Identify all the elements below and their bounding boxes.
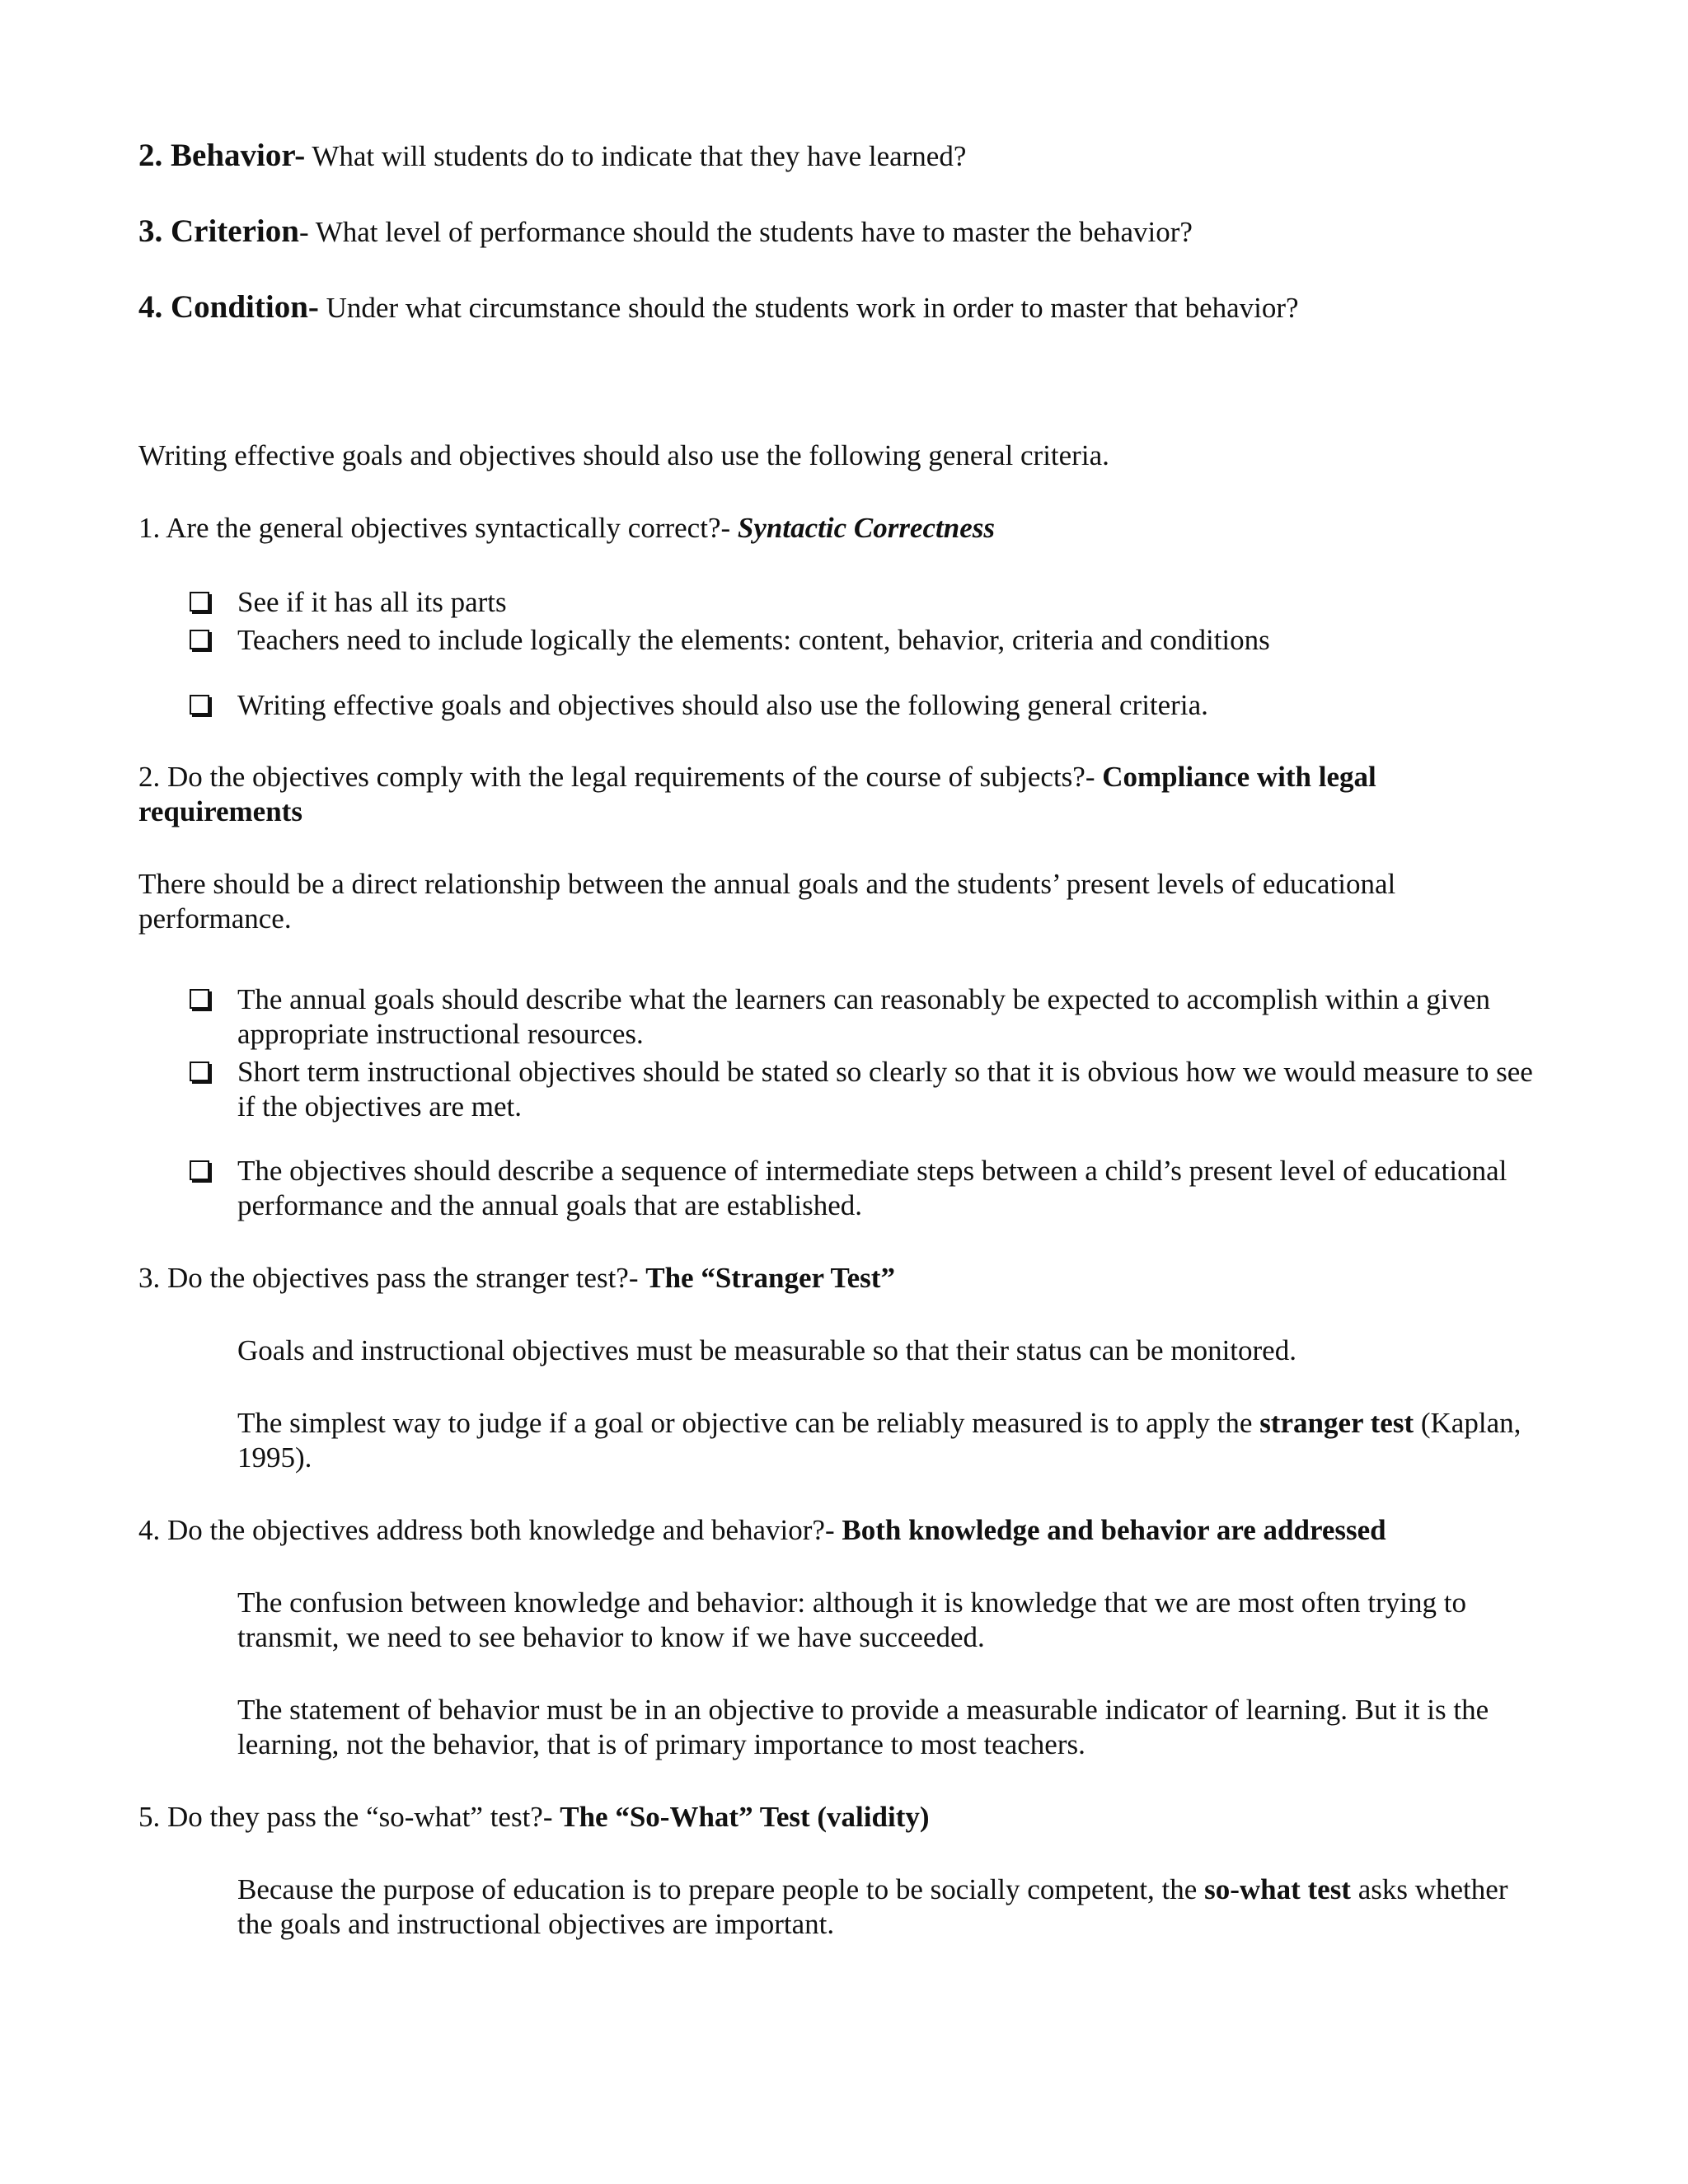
- criterion-question: 4. Do the objectives address both knowledge and behavior?-: [138, 1514, 842, 1546]
- checkbox-bullet-icon: [190, 1160, 209, 1180]
- criterion-4-paragraph-1: The confusion between knowledge and behavior: although it is knowledge that we are most often trying to transmit, we need to see behavior to know if we have succeeded.: [237, 1586, 1467, 1653]
- bullet-item: See if it has all its parts: [237, 586, 507, 618]
- criterion-2-heading: [138, 760, 1540, 829]
- criterion-4-heading: [138, 1513, 1386, 1548]
- bullet-item: Teachers need to include logically the elements: content, behavior, criteria and conditions: [237, 624, 1270, 656]
- criterion-question: 3. Do the objectives pass the stranger test?-: [138, 1262, 646, 1294]
- part-text: - What level of performance should the students have to master the behavior?: [298, 216, 1193, 248]
- checkbox-bullet-icon: [190, 630, 209, 649]
- criterion-3-paragraph-1: Goals and instructional objectives must be measurable so that their status can be monitored.: [237, 1334, 1296, 1366]
- checkbox-bullet-icon: [190, 989, 209, 1009]
- part-label: 3. Criterion: [138, 213, 299, 249]
- checkbox-bullet-icon: [190, 695, 209, 715]
- criterion-5-heading: [138, 1800, 930, 1835]
- paragraph-text: (Kaplan, 1995).: [237, 1407, 1522, 1474]
- intro-paragraph: Writing effective goals and objectives should also use the following general criteria.: [138, 439, 1109, 471]
- part-condition: [138, 290, 1299, 326]
- criterion-title: Syntactic Correctness: [737, 512, 995, 544]
- part-criterion: [138, 214, 1193, 250]
- criterion-4-paragraph-2: The statement of behavior must be in an objective to provide a measurable indicator of learning. But it is the learning, not the behavior, that is of primary importance to most teachers.: [237, 1694, 1489, 1760]
- paragraph-text: The simplest way to judge if a goal or objective can be reliably measured is to apply the: [237, 1407, 1260, 1439]
- criterion-question: 1. Are the general objectives syntactically correct?-: [138, 512, 738, 544]
- criterion-2-paragraph: There should be a direct relationship between the annual goals and the students’ present levels of educational performance.: [138, 868, 1396, 935]
- bullet-item: The annual goals should describe what the learners can reasonably be expected to accomplish within a given appropriate instructional resources.: [237, 983, 1491, 1050]
- part-label: 2. Behavior-: [138, 138, 306, 173]
- bullet-item: Short term instructional objectives should be stated so clearly so that it is obvious how we would measure to see if the objectives are met.: [237, 1056, 1533, 1122]
- paragraph-bold-term: so-what test: [1204, 1873, 1351, 1905]
- part-text: Under what circumstance should the students work in order to master that behavior?: [318, 292, 1299, 324]
- checkbox-bullet-icon: [190, 592, 209, 612]
- bullet-item: Writing effective goals and objectives should also use the following general criteria.: [237, 689, 1208, 721]
- part-text: What will students do to indicate that they have learned?: [305, 140, 967, 172]
- criterion-title: The “Stranger Test”: [645, 1262, 895, 1294]
- part-label: 4. Condition-: [138, 289, 319, 325]
- part-behavior: [138, 138, 966, 174]
- criterion-3-heading: [138, 1261, 895, 1296]
- paragraph-text: asks whether the goals and instructional objectives are important.: [237, 1873, 1508, 1940]
- criterion-question: 2. Do the objectives comply with the legal requirements of the course of subjects?-: [138, 761, 1103, 793]
- criterion-title: The “So-What” Test (validity): [560, 1801, 930, 1833]
- checkbox-bullet-icon: [190, 1062, 209, 1081]
- criterion-title: Compliance with legal requirements: [138, 761, 1376, 827]
- paragraph-bold-term: stranger test: [1259, 1407, 1414, 1439]
- criterion-5-paragraph-1: [237, 1872, 1548, 1942]
- criterion-1-heading: [138, 511, 995, 546]
- criterion-title: Both knowledge and behavior are addressed: [842, 1514, 1386, 1546]
- criterion-3-paragraph-2: [237, 1406, 1548, 1475]
- paragraph-text: Because the purpose of education is to prepare people to be socially competent, the: [237, 1873, 1205, 1905]
- criterion-question: 5. Do they pass the “so-what” test?-: [138, 1801, 560, 1833]
- bullet-item: The objectives should describe a sequence of intermediate steps between a child’s present level of educational performance and the annual goals that are established.: [237, 1155, 1507, 1221]
